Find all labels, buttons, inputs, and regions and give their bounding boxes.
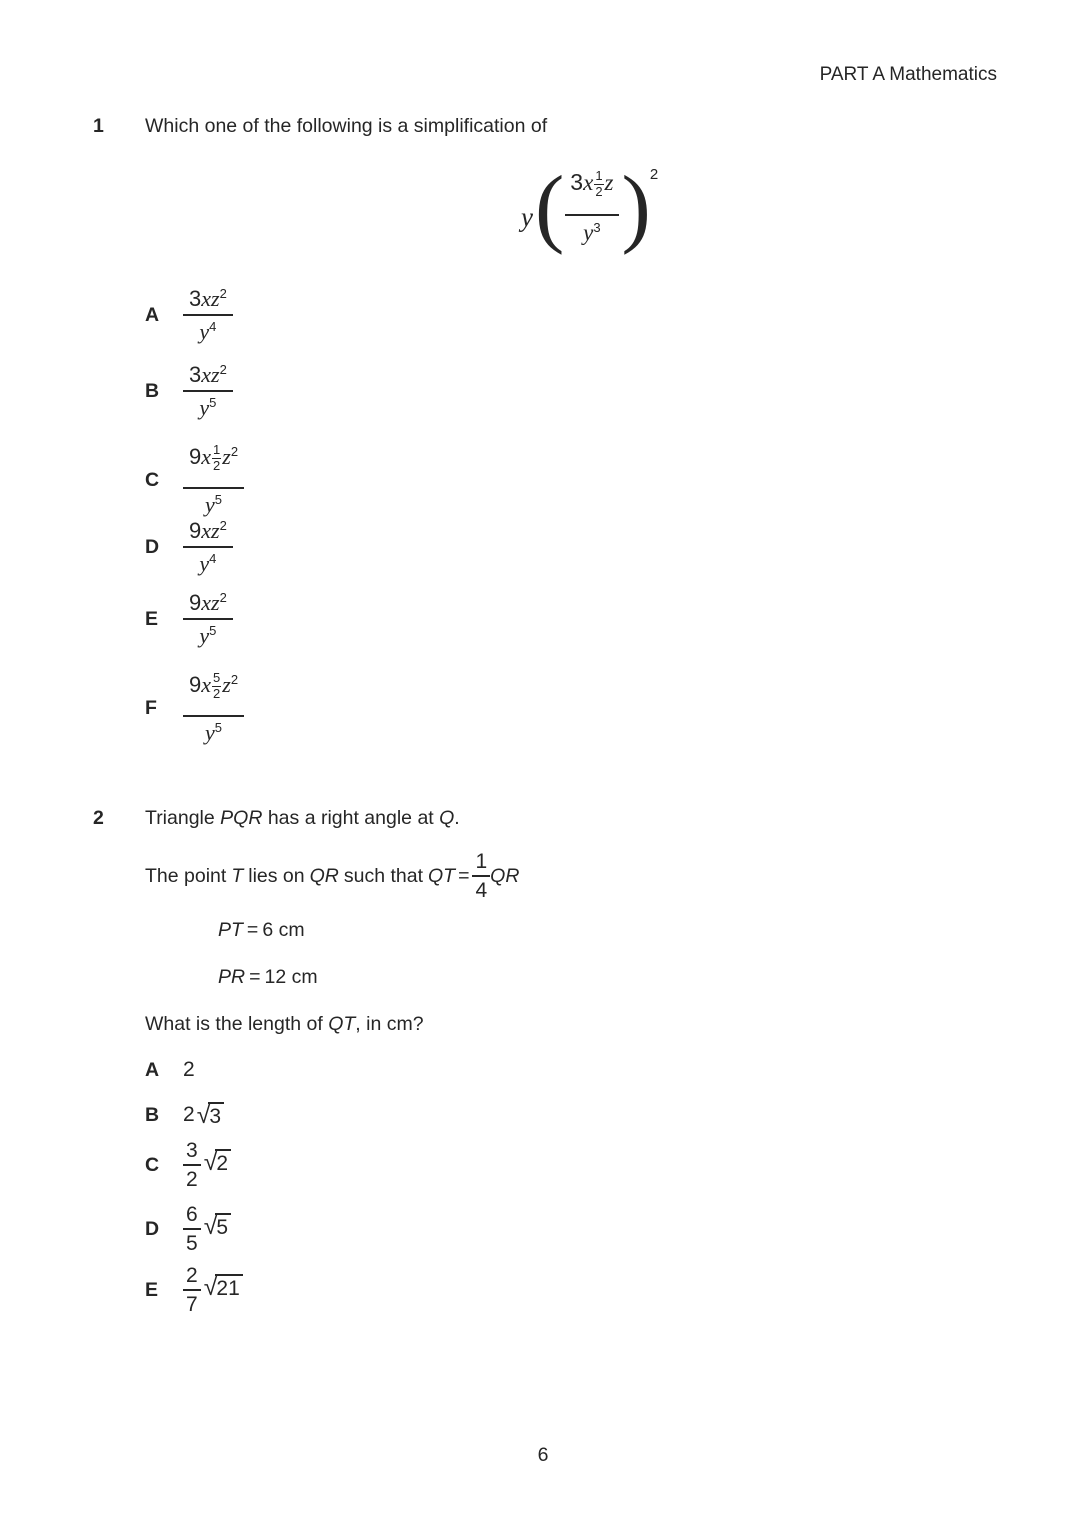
question-1-number: 1 [93,115,104,137]
exponent: 2 [219,286,227,301]
close-paren: ) [621,159,649,256]
statement-text: . [454,807,460,829]
math-variable-qr: QR [490,864,520,887]
equals-sign: = [246,919,259,941]
radical-sign: √ [203,1212,218,1241]
q2-option-d [145,1203,231,1255]
given-pr [218,966,318,989]
numerator-variable-z: z [604,170,614,196]
radicand: 2 [215,1149,231,1175]
den-variable: y [205,719,215,745]
open-paren: ( [534,159,563,256]
fraction-numerator [183,286,233,316]
math-variable-qt: QT [428,864,456,887]
exponent-numerator: 1 [213,442,221,457]
equation-fraction-denominator [583,216,600,245]
fraction-numerator: 3 [183,1139,201,1166]
exponent-denominator: 2 [213,685,221,701]
equals-sign: = [249,966,261,988]
statement-text: has a right angle at [262,807,440,829]
question-2-prompt [145,1012,424,1036]
option-fraction [183,444,244,517]
fraction-denominator: 4 [475,879,488,903]
fraction-numerator [183,590,233,620]
exponent-fraction [212,443,221,474]
exponent-denominator: 2 [213,457,221,473]
numerator-variable-x: x [583,170,594,196]
equation-outer-exponent: 2 [649,166,659,183]
den-exponent: 5 [214,719,223,735]
fraction-denominator [205,717,222,745]
exponent-fraction [212,671,221,702]
inline-fraction-quarter [472,850,490,902]
condition-text: such that [343,864,423,887]
fraction-denominator [199,316,216,344]
fraction-numerator: 1 [472,850,490,877]
question-1-prompt-row [93,114,547,138]
variables: xz [201,362,220,387]
variable-x: x [201,444,212,469]
math-variable-pt: PT [218,919,243,941]
fraction-denominator [199,392,216,420]
option-label: C [145,1153,160,1176]
radicand: 21 [215,1274,242,1300]
q1-option-c [145,444,244,517]
exponent-numerator: 5 [213,670,221,685]
condition-text: The point [145,864,227,887]
given-value: 12 cm [264,966,318,988]
denominator-exponent: 3 [593,220,601,236]
q1-option-b [145,362,233,421]
den-variable: y [199,319,210,345]
square-root [204,1149,231,1175]
question-text: , in cm? [355,1013,424,1035]
option-fraction [183,518,233,577]
question-2-statement [145,807,460,829]
option-fraction [183,362,233,421]
equation-fraction [565,170,618,245]
equation-fraction-numerator [565,170,618,216]
option-label: B [145,379,160,402]
coefficient: 2 [183,1103,195,1127]
radical-sign: √ [203,1273,218,1302]
equation-lead-variable: y [521,201,533,232]
den-exponent: 5 [214,491,223,507]
radicand: 3 [208,1102,224,1128]
option-fraction [183,1203,201,1255]
fraction-denominator [205,489,222,517]
numerator-coefficient: 3 [570,169,584,196]
exponent-fraction [594,169,603,200]
den-variable: y [199,551,210,577]
math-variable-q: Q [439,807,455,829]
den-variable: y [199,623,210,649]
fraction-denominator: 2 [186,1168,198,1192]
square-root [204,1274,243,1300]
den-exponent: 5 [209,623,217,639]
statement-text: Triangle [145,807,221,829]
option-fraction [183,590,233,649]
den-exponent: 4 [209,319,217,335]
math-variable-pr: PR [218,966,246,988]
option-label: A [145,1058,160,1081]
option-fraction [183,672,244,745]
display-equation [521,159,659,256]
question-2-number: 2 [93,807,104,829]
den-variable: y [199,395,210,421]
question-1-prompt: Which one of the following is a simplification of [145,115,548,137]
question-text: What is the length of [145,1013,329,1035]
fraction-numerator [183,444,244,489]
option-label: D [145,535,160,558]
q1-option-d [145,518,233,577]
fraction-denominator: 7 [186,1293,198,1317]
exponent-numerator: 1 [595,168,603,184]
option-label: F [145,697,157,720]
option-fraction [183,1139,201,1191]
variables: xz [201,590,220,615]
variable-z: z [222,444,231,469]
option-fraction [183,1264,201,1316]
coefficient: 3 [189,286,202,311]
question-2-statement-row [93,806,460,830]
option-label: B [145,1103,160,1126]
equals-sign: = [458,864,470,887]
fraction-numerator [183,672,244,717]
option-fraction [183,286,233,345]
q2-option-a [145,1058,195,1082]
math-variable-pqr: PQR [220,807,263,829]
exponent: 2 [230,444,239,459]
radical-sign: √ [196,1101,211,1129]
option-label: A [145,303,160,326]
coefficient: 9 [189,672,202,697]
option-label: C [145,469,160,492]
q1-option-f [145,672,244,745]
coefficient: 9 [189,518,202,543]
option-label: E [145,1278,159,1301]
fraction-numerator [183,362,233,392]
fraction-numerator [183,518,233,548]
radical-sign: √ [203,1148,218,1177]
denominator-variable: y [583,220,594,246]
given-pt [218,919,305,942]
fraction-numerator: 2 [183,1264,201,1291]
q1-option-e [145,590,233,649]
option-value: 2 [183,1058,195,1081]
page-number: 6 [537,1444,549,1466]
given-value: 6 cm [262,919,305,941]
fraction-denominator [199,620,216,648]
coefficient: 3 [189,362,202,387]
variable-x: x [201,672,212,697]
exponent: 2 [219,518,227,533]
coefficient: 9 [189,444,202,469]
coefficient: 9 [189,590,202,615]
variables: xz [201,286,220,311]
question-2-condition [145,850,519,902]
option-label: D [145,1217,160,1240]
condition-text: lies on [248,864,305,887]
q2-option-b [145,1102,224,1128]
q2-option-c [145,1139,231,1191]
den-exponent: 5 [209,395,217,411]
square-root [197,1102,224,1128]
header-title: PART A Mathematics [819,64,997,85]
variables: xz [201,518,220,543]
q1-option-a [145,286,233,345]
option-label: E [145,607,159,630]
math-variable-qr: QR [309,864,339,887]
fraction-denominator: 5 [186,1232,198,1256]
q2-option-e [145,1264,243,1316]
fraction-denominator [199,548,216,576]
variable-z: z [222,672,231,697]
math-variable-t: T [231,864,244,887]
fraction-numerator: 6 [183,1203,201,1230]
square-root [204,1213,231,1239]
den-exponent: 4 [209,551,217,567]
exponent-denominator: 2 [595,184,603,200]
exponent: 2 [219,362,227,377]
den-variable: y [205,491,215,517]
exponent: 2 [219,590,227,605]
radicand: 5 [215,1213,231,1239]
math-variable-qt: QT [328,1013,356,1035]
exponent: 2 [230,672,239,687]
